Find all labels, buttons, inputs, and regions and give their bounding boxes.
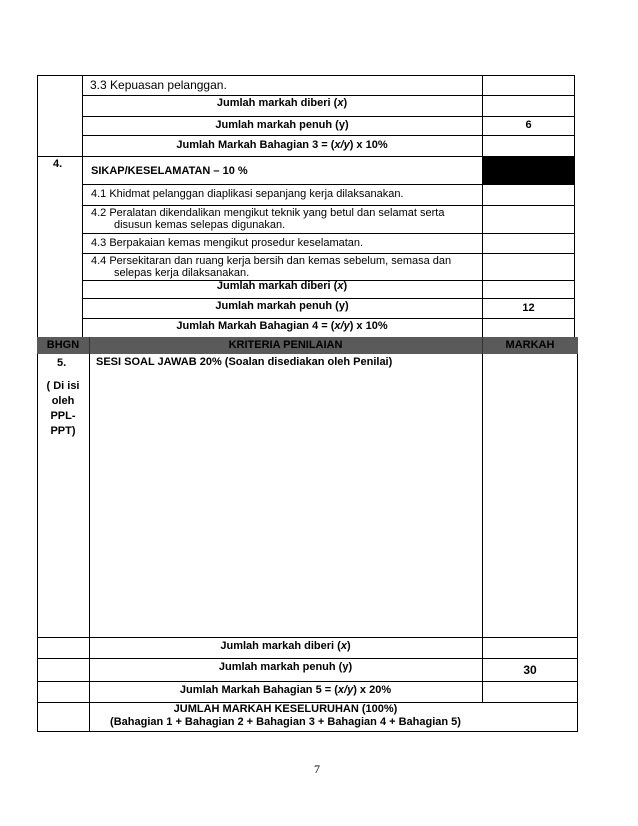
table-border — [37, 75, 38, 337]
table-border — [37, 75, 575, 76]
criteria-4-2-cont: disusun kemas selepas digunakan. — [114, 219, 286, 231]
criteria-4-4: 4.4 Persekitaran dan ruang kerja bersih dan kemas sebelum, semasa dan — [91, 255, 452, 267]
section-4-number: 4. — [53, 158, 63, 170]
header-kriteria: KRITERIA PENILAIAN — [228, 339, 343, 351]
table-border — [37, 637, 578, 638]
table-border — [482, 354, 483, 702]
jumlah-bahagian-5: Jumlah Markah Bahagian 5 = (x/y) x 20% — [179, 684, 392, 696]
table-border — [82, 95, 575, 96]
table-border — [82, 135, 575, 136]
page-number: 7 — [314, 762, 320, 776]
table-border — [37, 731, 578, 732]
criteria-4-2: 4.2 Peralatan dikendalikan mengikut teknik yang betul dan selamat serta — [91, 207, 445, 219]
jumlah-penuh-4: Jumlah markah penuh (y) — [215, 300, 349, 312]
section-4-title: SIKAP/KESELAMATAN – 10 % — [91, 165, 248, 177]
jumlah-diberi-4: Jumlah markah diberi (x) — [216, 280, 348, 292]
criteria-4-1: 4.1 Khidmat pelanggan diaplikasi sepanjang kerja dilaksanakan. — [91, 188, 404, 200]
jumlah-bahagian-3: Jumlah Markah Bahagian 3 = (x/y) x 10% — [176, 139, 388, 151]
header-bhgn: BHGN — [46, 339, 80, 351]
jumlah-penuh-5: Jumlah markah penuh (y) — [218, 661, 353, 673]
jumlah-penuh-5-value: 30 — [523, 663, 537, 677]
table-border — [37, 658, 578, 659]
jumlah-diberi-5: Jumlah markah diberi (x) — [220, 640, 351, 652]
section-5-number: 5. — [57, 357, 67, 369]
jumlah-keseluruhan: JUMLAH MARKAH KESELURUHAN (100%) — [173, 703, 398, 715]
section-5-note-1: ( Di isi — [46, 380, 80, 392]
section-5-title: SESI SOAL JAWAB 20% (Soalan disediakan oleh Penilai) — [96, 356, 393, 368]
table-border — [82, 298, 575, 299]
table-border — [37, 681, 578, 682]
jumlah-penuh-3-value: 6 — [525, 119, 532, 131]
shaded-markah-cell — [482, 156, 575, 185]
jumlah-bahagian-4: Jumlah Markah Bahagian 4 = (x/y) x 10% — [176, 320, 388, 332]
table-border — [82, 318, 575, 319]
table-border — [89, 354, 90, 732]
section-5-note-4: PPT) — [50, 425, 76, 437]
table-border — [82, 253, 575, 254]
jumlah-penuh-4-value: 12 — [522, 302, 535, 314]
jumlah-diberi-3: Jumlah markah diberi (x) — [216, 97, 348, 109]
criteria-4-4-cont: selepas kerja dilaksanakan. — [114, 267, 250, 279]
jumlah-keseluruhan-formula: (Bahagian 1 + Bahagian 2 + Bahagian 3 + Bahagian 4 + Bahagian 5) — [110, 716, 461, 728]
header-markah: MARKAH — [505, 339, 555, 351]
section-5-note-3: PPL- — [50, 410, 76, 422]
jumlah-penuh-3: Jumlah markah penuh (y) — [215, 119, 349, 131]
section-5-note-2: oleh — [51, 395, 75, 407]
table-border — [82, 205, 575, 206]
table-border — [82, 233, 575, 234]
criteria-4-3: 4.3 Berpakaian kemas mengikut prosedur keselamatan. — [91, 237, 364, 249]
criteria-3-3: 3.3 Kepuasan pelanggan. — [90, 78, 227, 92]
table-border — [82, 116, 575, 117]
